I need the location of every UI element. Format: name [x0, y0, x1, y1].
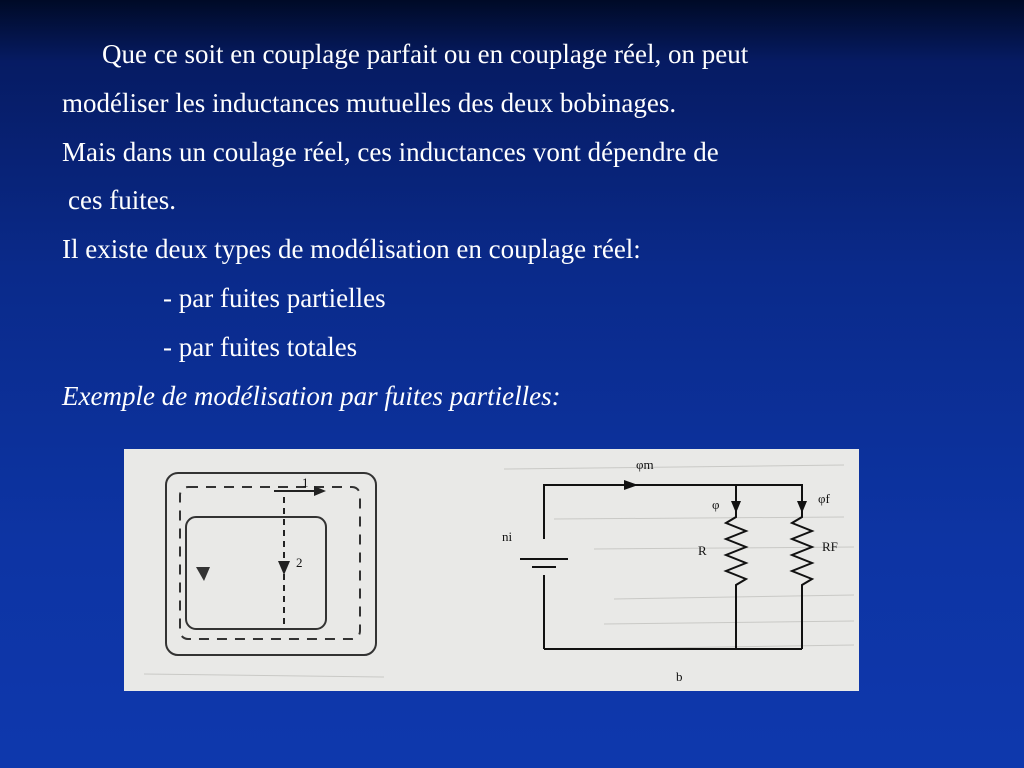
paragraph-intro-line-1: Que ce soit en couplage parfait ou en couplage réel, on peut	[102, 39, 749, 69]
flux-path-1-label: 1	[302, 475, 309, 490]
resistor-main	[726, 509, 746, 595]
leak-flux-label: φf	[818, 491, 830, 506]
magnetic-core	[166, 473, 376, 655]
circuit-diagram	[124, 449, 859, 691]
scan-texture	[144, 465, 854, 677]
voltage-source	[520, 559, 568, 567]
bottom-node-label: b	[676, 669, 683, 684]
paragraph-intro-line-2: modéliser les inductances mutuelles des deux bobinages.	[62, 87, 677, 118]
resistor-leak	[792, 509, 812, 595]
bullet-partial-leak: - par fuites partielles	[163, 282, 386, 313]
circuit-figure	[124, 449, 859, 691]
flux-path-2-label: 2	[296, 555, 303, 570]
circuit-wires	[544, 485, 802, 649]
paragraph-leak-line-1: Mais dans un coulage réel, ces inductances vont dépendre de	[62, 136, 719, 167]
core-arrowhead	[196, 567, 210, 581]
leak-resistor-label: RF	[822, 539, 838, 554]
main-flux-arrowhead	[624, 480, 638, 490]
paragraph-leak-line-2: ces fuites.	[68, 185, 176, 216]
example-caption: Exemple de modélisation par fuites partielles:	[62, 380, 561, 411]
paragraph-types: Il existe deux types de modélisation en couplage réel:	[62, 234, 641, 265]
bullet-total-leak: - par fuites totales	[163, 331, 358, 362]
flux-path-2-arrowhead	[278, 561, 290, 575]
main-resistor-label: R	[698, 543, 707, 558]
slide-body	[62, 30, 962, 420]
source-label: ni	[502, 529, 513, 544]
branch-flux-label: φ	[712, 497, 720, 512]
main-flux-label: φm	[636, 457, 654, 472]
